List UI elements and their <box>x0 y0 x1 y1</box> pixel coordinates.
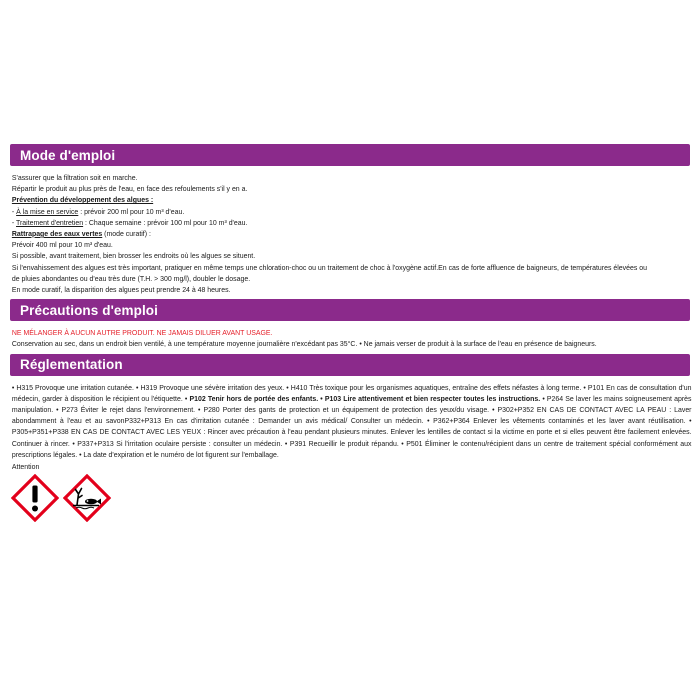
text-line: Prévoir 400 ml pour 10 m³ d'eau. <box>11 240 113 250</box>
environment-hazard-icon <box>63 474 111 522</box>
rattrapage-text: (mode curatif) : <box>102 229 151 239</box>
text-line: - Traitement d'entretien : Chaque semaine : prévoir 100 ml pour 10 m³ d'eau. <box>11 217 248 227</box>
section-header-precautions <box>10 299 690 321</box>
section-title: Réglementation <box>20 357 123 373</box>
ghs-pictograms <box>10 474 690 522</box>
warning-text: NE MÉLANGER À AUCUN AUTRE PRODUIT. NE JAMAIS DILUER AVANT USAGE. <box>11 328 273 338</box>
text-line: S'assurer que la filtration soit en marche. <box>11 173 138 182</box>
mise-en-service-text: : prévoir 200 ml pour 10 m³ d'eau. <box>78 206 185 216</box>
text-line: - À la mise en service : prévoir 200 ml pour 10 m³ d'eau. <box>11 206 185 216</box>
text-line: Si l'envahissement des algues est très important, pratiquer en même temps une chloration-choc ou un traitement de choc à l'oxygène actif.En cas de forte affluence de baigneurs, de températures élevées ou <box>11 262 647 272</box>
text-line: Si possible, avant traitement, bien brosser les endroits où les algues se situent. <box>11 251 256 261</box>
rattrapage-label: Rattrapage des eaux vertes <box>11 229 103 239</box>
traitement-text: : Chaque semaine : prévoir 100 ml pour 10 m³ d'eau. <box>83 217 248 227</box>
product-label <box>10 144 690 522</box>
prevention-heading: Prévention du développement des algues : <box>11 195 154 205</box>
text-line: En mode curatif, la disparition des algues peut prendre 24 à 48 heures. <box>11 285 231 295</box>
section-title: Mode d'emploi <box>20 147 116 163</box>
signal-word-block <box>10 461 692 472</box>
section-header-mode-emploi <box>10 144 690 166</box>
signal-word: Attention <box>11 462 40 472</box>
reglementation-body <box>10 382 692 460</box>
mode-emploi-body <box>10 172 692 295</box>
precautions-body <box>10 327 692 349</box>
section-header-reglementation <box>10 354 690 376</box>
section-title: Précautions d'emploi <box>20 302 158 318</box>
text-line <box>12 228 692 239</box>
exclamation-mark-hazard-icon <box>11 474 59 522</box>
text-line: de pluies abondantes ou d'eau très dure (T.H. > 300 mg/l), doubler le dosage. <box>11 273 251 283</box>
mise-en-service-label: À la mise en service <box>16 206 79 216</box>
traitement-label: Traitement d'entretien <box>16 217 84 227</box>
hazard-statements: • H315 Provoque une irritation cutanée. • H319 Provoque une sévère irritation des yeux. • H410 Très toxique pour les organismes aquatiques, entraîne des effets néfastes à long terme. • P101 En cas de consultation d'un médecin, garder à disposition le récipient ou l'étiquette. • <box>11 382 692 403</box>
text-line: Répartir le produit au plus près de l'eau, en face des refoulements s'il y en a. <box>11 184 248 194</box>
precaution-statements: • P264 Se laver les mains soigneusement après manipulation. • P273 Éviter le rejet dans l'environnement. • P280 Porter des gants de protection et un équipement de protection des yeux/du visage. • P302+P352 EN CAS DE CONTACT AVEC LA PEAU : Laver abondamment à l'eau et au savonP332+P313 En cas d'irritation cutanée : Demander un avis médical/ Consulter un médecin. • P362+P364 Enlever les vêtements contaminés et les laver avant réutilisation. • P305+P351+P338 EN CAS DE CONTACT AVEC LES YEUX : Rincer avec précaution à l'eau pendant plusieurs minutes. Enlever les lentilles de contact si la victime en porte et si elles peuvent être facilement enlevées. Continuer à rincer. • P337+P313 Si l'irritation oculaire persiste : consulter un médecin. • P391 Recueillir le produit répandu. • P501 Éliminer le contenu/récipient dans un centre de traitement spécial conformément aux prescriptions légales. • La date d'expiration et le numéro de lot figurent sur l'emballage. <box>11 393 692 459</box>
precaution-bold-statements: P102 Tenir hors de portée des enfants. • P103 Lire attentivement et bien respecter toutes les instructions. <box>189 393 541 403</box>
text-line: Conservation au sec, dans un endroit bien ventilé, à une température moyenne journalière n'excédant pas 35°C. • Ne jamais verser de produit à la surface de l'eau en présence de baigneurs. <box>11 339 597 349</box>
